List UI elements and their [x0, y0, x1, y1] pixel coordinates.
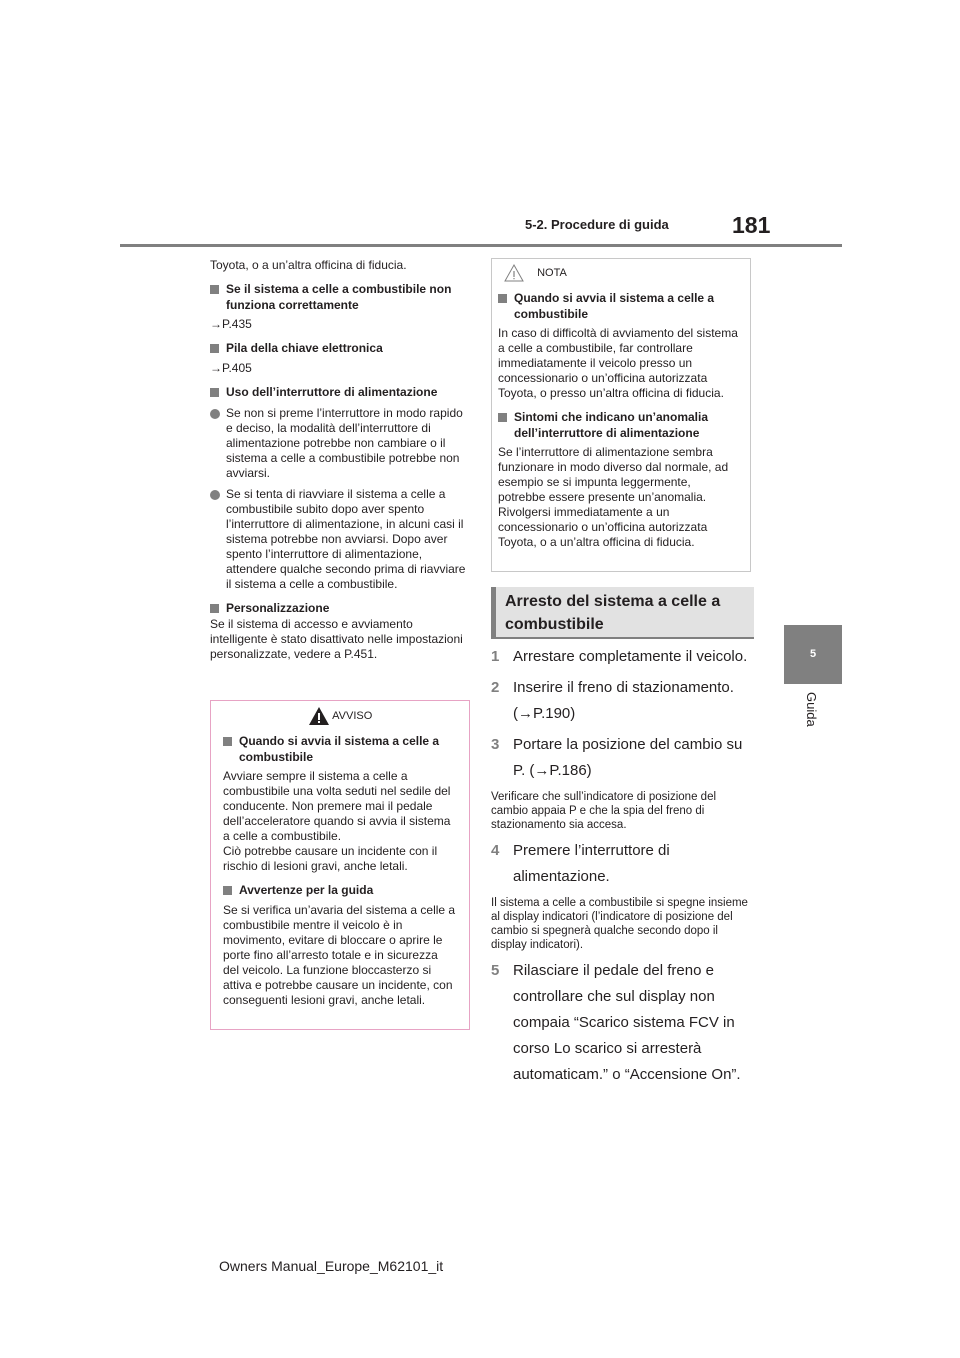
- square-bullet-icon: [498, 294, 507, 303]
- round-bullet-icon: [210, 409, 220, 419]
- step-2: 2 Inserire il freno di stazionamento. (→P.190): [491, 675, 753, 727]
- uso-heading: Uso dell’interruttore di alimentazione: [210, 385, 468, 401]
- warning-text-1: Se si verifica un’avaria del sistema a celle a combustibile mentre il veicolo è in movimento, evitare di bloccare o aprire le porte fino all’arresto totale e in sicurezza del veicolo. La funzione bloccasterzo si attiva e potrebbe causare un incidente, con conseguenti lesioni gravi, anche letali.: [223, 902, 456, 1007]
- header-rule: [120, 244, 842, 247]
- square-bullet-icon: [210, 388, 219, 397]
- warning-heading-1: Avvertenze per la guida: [223, 883, 457, 899]
- left-column: [210, 258, 468, 662]
- warning-title: AVVISO: [211, 701, 469, 726]
- uso-bullet-0: Se non si preme l’interruttore in modo rapido e deciso, la modalità dell’interruttore di alimentazione potrebbe non cambiare o il sistema a celle a combustibile potrebbe non avviarsi.: [210, 406, 468, 481]
- item-ref-0[interactable]: →P.435: [210, 317, 252, 331]
- square-bullet-icon: [223, 737, 232, 746]
- step-3: 3 Portare la posizione del cambio su P. (→P.186): [491, 732, 753, 784]
- step-4: 4 Premere l’interruttore di alimentazione.: [491, 838, 753, 890]
- note-title: NOTA: [492, 259, 750, 283]
- chapter-tab-label: [797, 692, 827, 742]
- section-heading: [491, 587, 754, 639]
- square-bullet-icon: [223, 886, 232, 895]
- step-number: 2: [491, 679, 500, 696]
- chapter-label: Guida: [804, 692, 819, 727]
- uso-bullet-1: Se si tenta di riavviare il sistema a celle a combustibile subito dopo aver spento l’interruttore di alimentazione, in alcuni casi il sistema potrebbe non avviarsi. Dopo aver spento l’interruttore di alimentazione, attendere qualche secondo prima di riavviare il sistema a celle a combustibile.: [210, 487, 468, 592]
- warning-heading-0: Quando si avvia il sistema a celle a combustibile: [223, 734, 457, 765]
- item-ref-1[interactable]: →P.405: [210, 360, 252, 375]
- note-text-0: In caso di difficoltà di avviamento del sistema a celle a combustibile, far controllare immediatamente il veicolo presso un concessionario o un’officina autorizzata Toyota, o presso un’altra officina di fiducia.: [498, 326, 738, 400]
- step-3-note: Verificare che sull’indicatore di posizione del cambio appaia P e che la spia del freno di stazionamento sia accesa.: [491, 791, 717, 831]
- item-heading-0: Se il sistema a celle a combustibile non funziona correttamente: [210, 282, 468, 313]
- step-number: 1: [491, 648, 500, 665]
- note-heading-0: Quando si avvia il sistema a celle a combustibile: [498, 291, 738, 322]
- caution-triangle-icon: [504, 263, 524, 283]
- pers-text: Se il sistema di accesso e avviamento intelligente è stato disattivato nelle impostazioni personalizzate, vedere a P.451.: [210, 616, 463, 661]
- note-box: [491, 258, 751, 572]
- step-5: 5 Rilasciare il pedale del freno e controllare che sul display non compaia “Scarico sistema FCV in corso Lo scarico si arresterà automaticam.” o “Accensione On”.: [491, 958, 753, 1088]
- header-section-title: 5-2. Procedure di guida: [525, 217, 669, 232]
- step-1: 1 Arrestare completamente il veicolo.: [491, 644, 753, 670]
- step-number: 5: [491, 962, 500, 979]
- square-bullet-icon: [210, 285, 219, 294]
- chapter-tab[interactable]: 5: [784, 625, 842, 684]
- warning-box: [210, 700, 470, 1030]
- note-text-1: Se l’interruttore di alimentazione sembra funzionare in modo diverso dal normale, ad esempio se si impunta leggermente, potrebbe essere presente un’anomalia. Rivolgersi immediatamente a un concessionario o un’officina autorizzata Toyota, o a un’altra officina di fiducia.: [498, 445, 729, 549]
- footer-manual-id: Owners Manual_Europe_M62101_it: [219, 1258, 444, 1274]
- page-number: 181: [732, 212, 771, 238]
- square-bullet-icon: [210, 604, 219, 613]
- intro-text: Toyota, o a un’altra officina di fiducia.: [210, 258, 407, 272]
- section-title: Arresto del sistema a celle a combustibile: [505, 593, 721, 633]
- step-4-note: Il sistema a celle a combustibile si spegne insieme al display indicatori (l’indicatore di posizione del cambio si spegnerà qualche secondo dopo il display indicatori).: [491, 897, 748, 951]
- note-heading-1: Sintomi che indicano un’anomalia dell’interruttore di alimentazione: [498, 410, 738, 441]
- warning-triangle-icon: [308, 706, 330, 726]
- pers-heading: Personalizzazione: [210, 601, 468, 617]
- step-number: 4: [491, 842, 500, 859]
- item-heading-1: Pila della chiave elettronica: [210, 341, 468, 357]
- warning-text-0: Avviare sempre il sistema a celle a combustibile una volta seduti nel sedile del conducente. Non premere mai il pedale dell’acceleratore quando si avvia il sistema a celle a combustibile. Ciò potrebbe causare un incidente con il rischio di lesioni gravi, anche letali.: [223, 769, 451, 873]
- steps-list: [491, 644, 753, 1088]
- square-bullet-icon: [498, 413, 507, 422]
- step-number: 3: [491, 736, 500, 753]
- square-bullet-icon: [210, 344, 219, 353]
- round-bullet-icon: [210, 490, 220, 500]
